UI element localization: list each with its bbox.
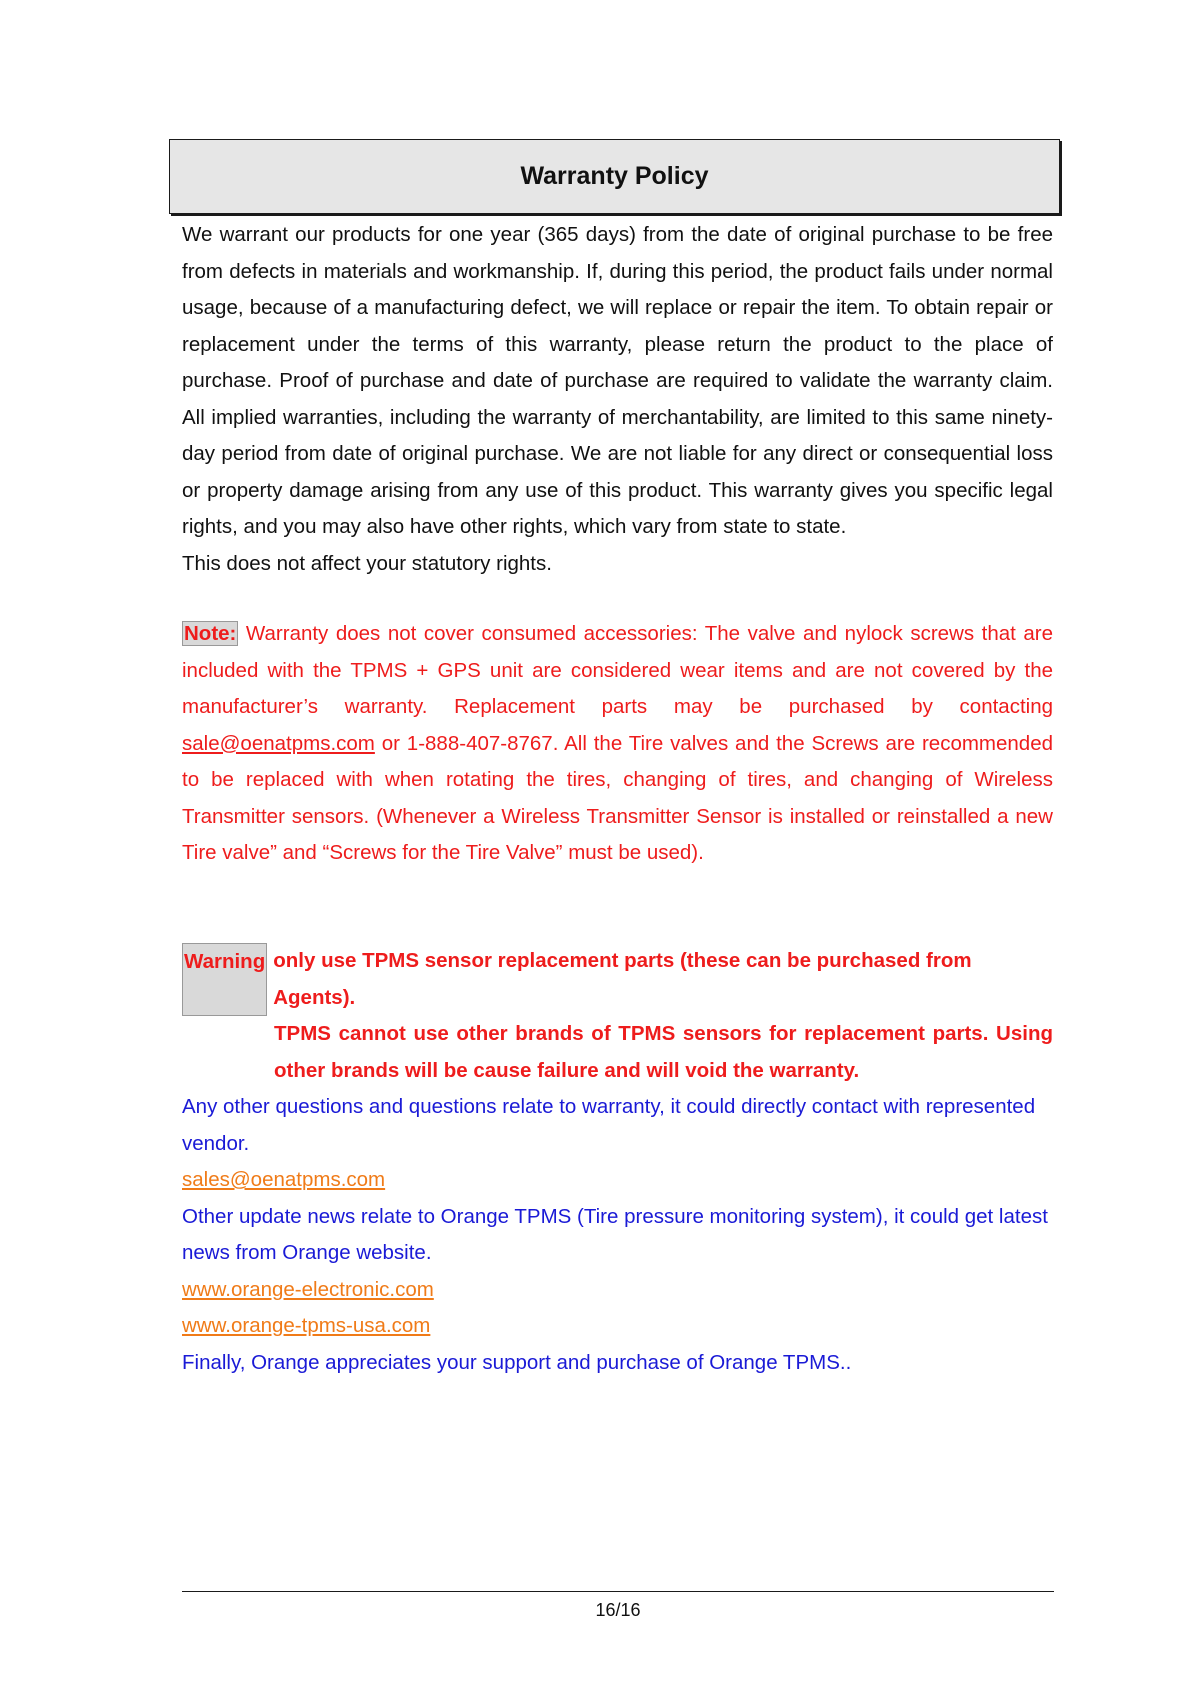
note-text-before: Warranty does not cover consumed accessories: The valve and nylock screws that are included with the TPMS + GPS unit are considered wear items and are not covered by the manufacturer’s warranty. Replacement parts may be purchased by contacting [182,622,1053,718]
note-email-link[interactable]: sale@oenatpms.com [182,731,375,755]
warranty-paragraph: We warrant our products for one year (365 days) from the date of original purchase to be free from defects in materials and workmanship. If, during this period, the product fails under normal usage, because of a manufacturing defect, we will replace or repair the item. To obtain repair or replacement under the terms of this warranty, please return the product to the place of purchase. Proof of purchase and date of purchase are required to validate the warranty claim. All implied warranties, including the warranty of merchantability, are limited to this same ninety-day period from date of original purchase. We are not liable for any direct or consequential loss or property damage arising from any use of this product. This warranty gives you specific legal rights, and you may also have other rights, which vary from state to state. [182,223,1053,538]
warning-line1: only use TPMS sensor replacement parts (these can be purchased from Agents). [273,949,972,1009]
warning-section [182,943,1053,1089]
page-title: Warranty Policy [520,162,709,190]
questions-text: Any other questions and questions relate to warranty, it could directly contact with represented vendor. [182,1095,1036,1155]
warranty-body [182,217,1053,582]
footer-divider [182,1591,1054,1592]
statutory-line: This does not affect your statutory rights. [182,551,552,575]
news-text: Other update news relate to Orange TPMS (Tire pressure monitoring system), it could get latest news from Orange website. [182,1204,1048,1264]
page-number: 16/16 [595,1600,641,1620]
note-label: Note: [184,622,237,645]
closing-text: Finally, Orange appreciates your support and purchase of Orange TPMS.. [182,1350,852,1374]
website-link-electronic[interactable]: www.orange-electronic.com [182,1277,434,1301]
title-box [169,139,1060,214]
website-link-usa[interactable]: www.orange-tpms-usa.com [182,1314,431,1337]
contact-section [182,1089,1053,1381]
note-text-after: or 1-888-407-8767. All the Tire valves and the Screws are recommended to be replaced with when rotating the tires, changing of tires, and changing of Wireless Transmitter sensors. (Whenever a Wireless Transmitter Sensor is installed or reinstalled a new Tire valve” and “Screws for the Tire Valve” must be used). [182,731,1053,864]
sales-email-link[interactable]: sales@oenatpms.com [182,1168,386,1191]
warning-rest: TPMS cannot use other brands of TPMS sensors for replacement parts. Using other brands will be cause failure and will void the warranty. [274,1022,1053,1082]
warning-label: Warning [182,943,267,1016]
note-section [182,616,1053,872]
